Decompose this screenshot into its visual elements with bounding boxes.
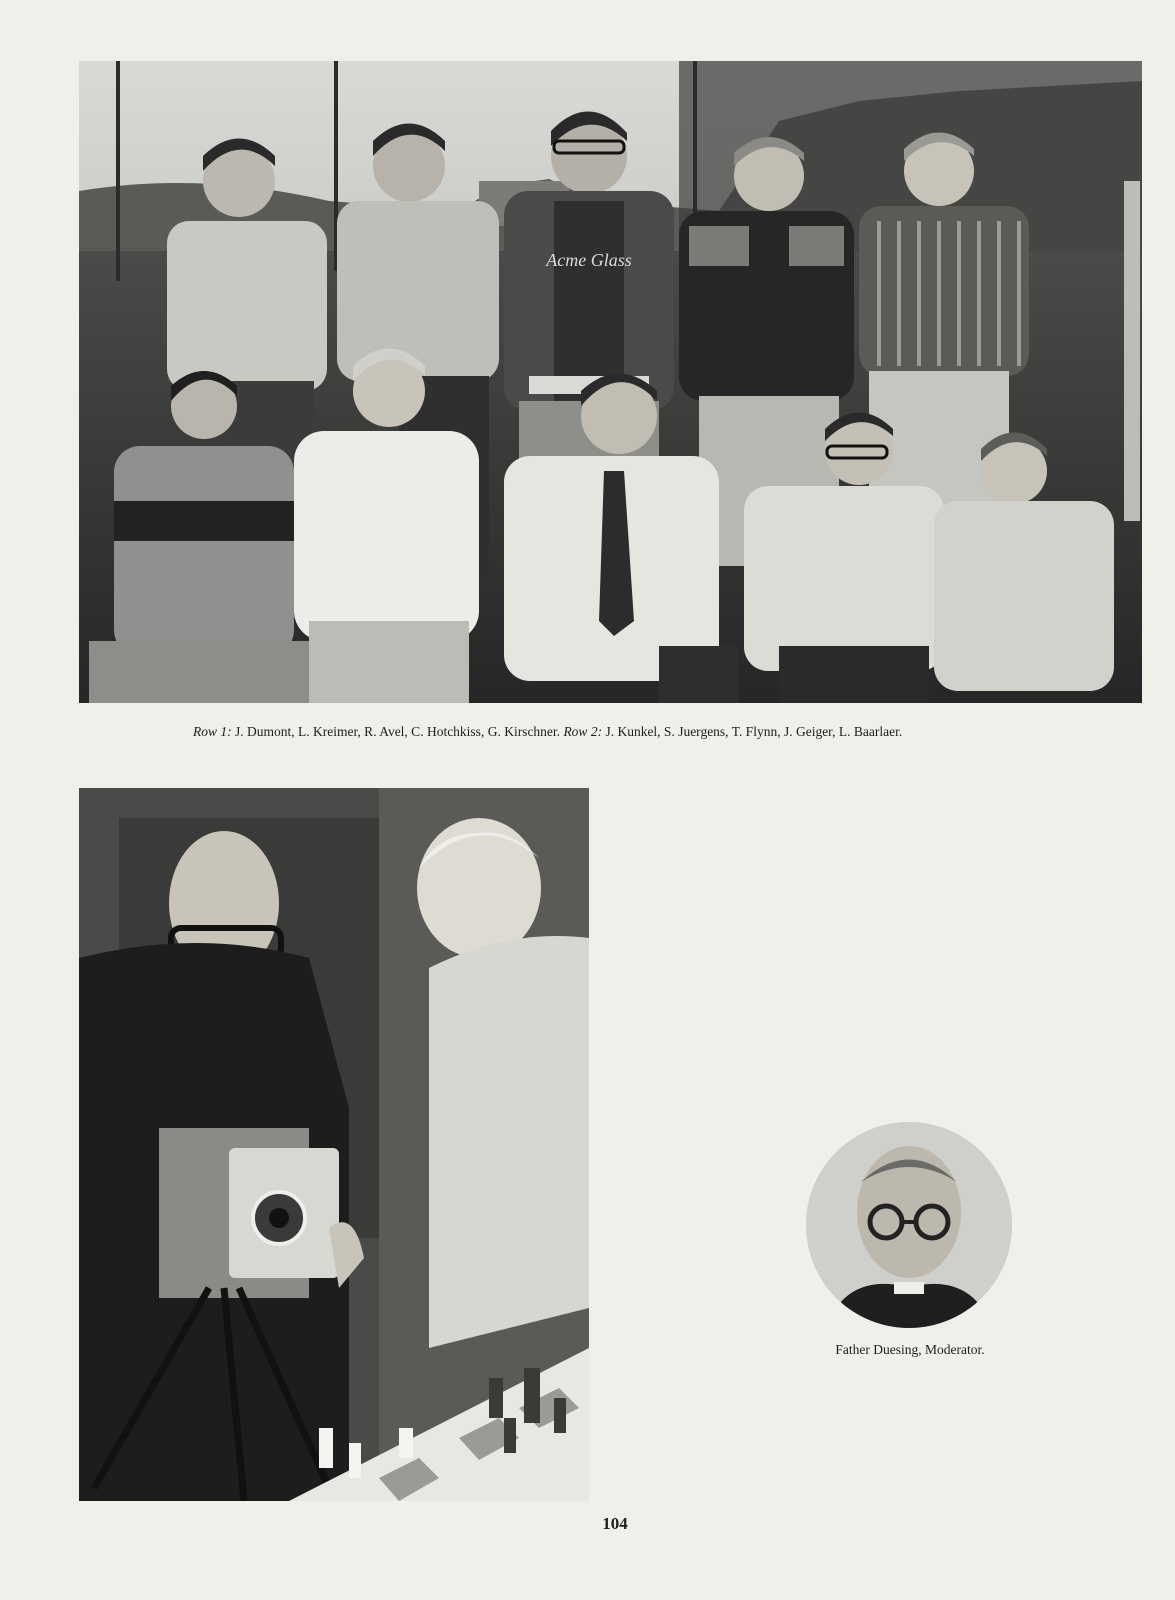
row1-names: J. Dumont, L. Kreimer, R. Avel, C. Hotchkiss, G. Kirschner.: [231, 724, 564, 739]
camera-chess-photo: [79, 788, 589, 1501]
group-photo: [79, 61, 1142, 703]
group-caption: [193, 722, 1043, 741]
row2-label: Row 2:: [563, 724, 603, 739]
jacket-text: Acme Glass: [546, 250, 632, 270]
page-number: 104: [602, 1514, 628, 1533]
row1-label: Row 1:: [193, 724, 232, 739]
row2-names: J. Kunkel, S. Juergens, T. Flynn, J. Geiger, L. Baarlaer.: [602, 724, 903, 739]
moderator-portrait: [806, 1122, 1012, 1328]
portrait-caption: Father Duesing, Moderator.: [835, 1342, 985, 1357]
